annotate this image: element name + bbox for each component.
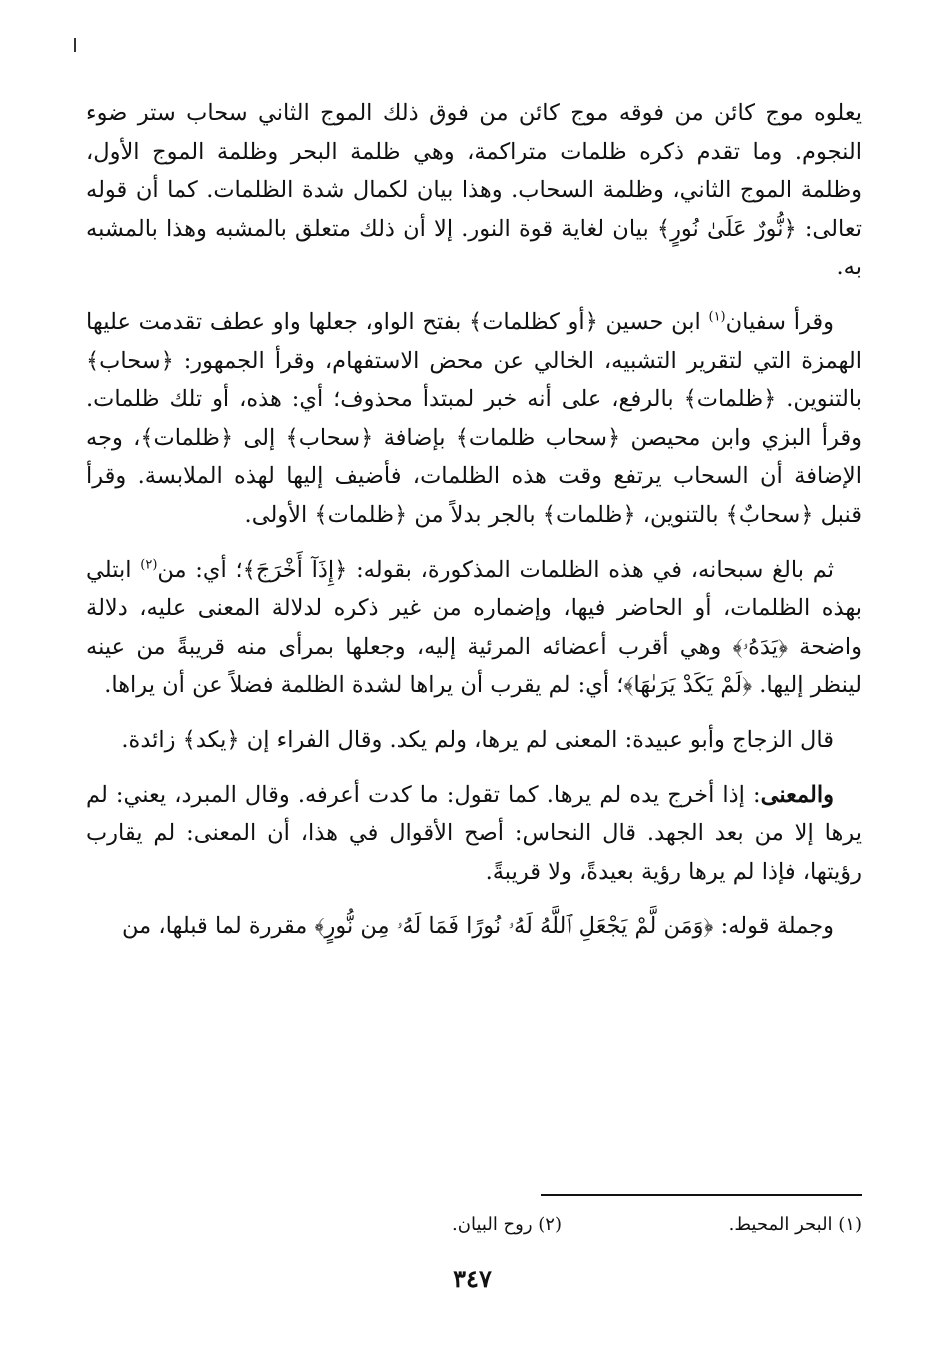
scan-edge-mark	[74, 38, 76, 52]
footnote-separator	[541, 1194, 862, 1196]
paragraph-2	[86, 303, 862, 535]
paragraph-5	[86, 776, 862, 892]
paragraph-2-rest: ابن حسين ﴿أو كظلمات﴾ بفتح الواو، جعلها واو عطف تقدمت عليها الهمزة التي لتقرير التشبيه، الخالي عن محض الاستفهام، وقرأ الجمهور: ﴿سحاب﴾ بالتنوين. ﴿ظلمات﴾ بالرفع، على أنه خبر لمبتدأ محذوف؛ أي: هذه، أو تلك ظلمات. وقرأ البزي وابن محيصن ﴿سحاب ظلمات﴾ بإضافة ﴿سحاب﴾ إلى ﴿ظلمات﴾، وجه الإضافة أن السحاب يرتفع وقت هذه الظلمات، فأضيف إليها لهذه الملابسة. وقرأ قنبل ﴿سحابٌ﴾ بالتنوين، ﴿ظلمات﴾ بالجر بدلاً من ﴿ظلمات﴾ الأولى.	[86, 308, 862, 528]
paragraph-4: قال الزجاج وأبو عبيدة: المعنى لم يرها، ولم يكد. وقال الفراء إن ﴿يكد﴾ زائدة.	[121, 726, 834, 753]
paragraph-2-start: وقرأ سفيان	[725, 308, 835, 335]
paragraph-3-start: ثم بالغ سبحانه، في هذه الظلمات المذكورة، بقوله: ﴿إِذَآ أَخْرَجَ﴾؛ أي: من	[157, 556, 834, 583]
page-number: ٣٤٧	[453, 1264, 492, 1293]
footnote-1: (١) البحر المحيط.	[728, 1214, 862, 1235]
footnote-ref-2: (٢)	[140, 557, 158, 573]
footnote-ref-1: (١)	[708, 309, 726, 325]
footnote-2: (٢) روح البيان.	[452, 1214, 562, 1235]
paragraph-3-rest: ابتلي بهذه الظلمات، أو الحاضر فيها، وإضماره من غير ذكره لدلالة المعنى عليه، دلالة واضحة ﴿يَدَهُۥ﴾ وهي أقرب أعضائه المرئية إليه، وجعلها بمرأى منه قريبةً من عينه لينظر إليها. ﴿لَمْ يَكَدْ يَرَىٰهَا﴾؛ أي: لم يقرب أن يراها لشدة الظلمة فضلاً عن أن يراها.	[86, 556, 862, 699]
footnotes	[300, 1210, 862, 1240]
paragraph-5-lead: والمعنى	[760, 781, 834, 808]
main-text	[86, 94, 862, 946]
paragraph-6: وجملة قوله: ﴿وَمَن لَّمْ يَجْعَلِ ٱللَّهُ لَهُۥ نُورًا فَمَا لَهُۥ مِن نُّورٍ﴾ مقررة لما قبلها، من	[122, 913, 834, 940]
paragraph-1: يعلوه موج كائن من فوقه موج كائن من فوق ذلك الموج الثاني سحاب ستر ضوء النجوم. وما تقدم ذكره ظلمات متراكمة، وهي ظلمة البحر وظلمة الموج الأول، وظلمة الموج الثاني، وظلمة السحاب. وهذا بيان لكمال شدة الظلمات. كما أن قوله تعالى: ﴿نُّورٌ عَلَىٰ نُورٍ﴾ بيان لغاية قوة النور. إلا أن ذلك متعلق بالمشبه وهذا بالمشبه به.	[86, 100, 862, 281]
paragraph-3	[86, 551, 862, 705]
paragraph-5-rest: : إذا أخرج يده لم يرها. كما تقول: ما كدت أعرفه. وقال المبرد، يعني: لم يرها إلا من بعد الجهد. قال النحاس: أصح الأقوال في هذا، أن المعنى: لم يقارب رؤيتها، فإذا لم يرها رؤية بعيدةً، ولا قريبةً.	[86, 781, 862, 885]
